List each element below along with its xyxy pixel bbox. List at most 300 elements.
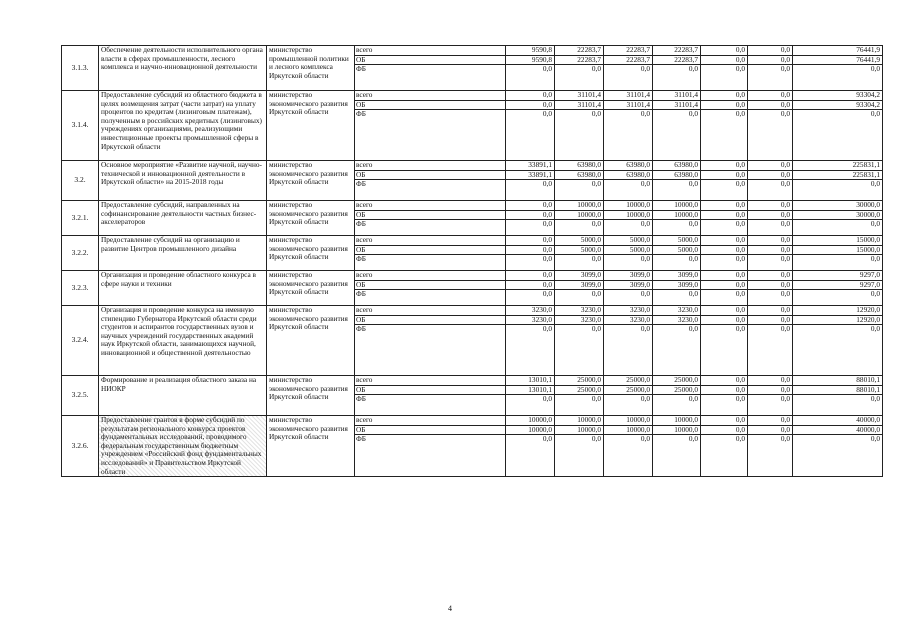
amount-cell [701,236,748,271]
amount-value: 0,0 [870,109,880,119]
funding-source: ФБ [356,109,366,119]
amount-value: 0,0 [748,171,792,181]
amount-cell [701,306,748,376]
amount-value: 0,0 [701,271,747,281]
amount-value: 0,0 [870,434,880,444]
amount-cell [653,306,701,376]
amount-value: 0,0 [701,316,747,326]
amount-value: 3230,0 [506,306,554,316]
amount-value: 93304,2 [793,91,882,101]
amount-value: 0,0 [591,179,601,189]
amount-value: 40000,0 [793,416,882,426]
amount-value: 3230,0 [604,306,652,316]
amount-value: 0,0 [701,46,747,56]
amount-cell [793,91,883,161]
amount-value: 0,0 [591,109,601,119]
amount-value: 25000,0 [555,386,603,396]
amount-value: 0,0 [748,426,792,436]
amount-value: 25000,0 [653,386,700,396]
funding-source: ФБ [356,219,366,229]
row-number: 3.2.2. [62,236,99,271]
amount-value: 76441,9 [793,46,882,56]
executor: министерство экономического развития Иркутской области [267,306,355,376]
amount-value: 3099,0 [604,271,652,281]
amount-value: 0,0 [870,324,880,334]
funding-source: всего [355,201,505,211]
amount-value: 30000,0 [793,211,882,221]
budget-table [61,45,883,477]
table-row [62,416,883,477]
amount-value: 0,0 [780,254,790,264]
amount-value: 0,0 [506,201,554,211]
activity-description: Формирование и реализация областного заказа на НИОКР [99,376,267,416]
amount-value: 13010,1 [506,376,554,386]
amount-value: 10000,0 [555,416,603,426]
amount-value: 3230,0 [604,316,652,326]
amount-cell [701,416,748,477]
funding-source: ФБ [356,179,366,189]
amount-value: 63980,0 [555,161,603,171]
amount-value: 0,0 [542,219,552,229]
amount-value: 0,0 [701,56,747,66]
amount-value: 0,0 [748,416,792,426]
amount-value: 25000,0 [555,376,603,386]
amount-cell [506,91,555,161]
amount-value: 0,0 [735,64,745,74]
amount-value: 0,0 [688,254,698,264]
amount-value: 0,0 [748,161,792,171]
amount-value: 0,0 [701,161,747,171]
table-row [62,236,883,271]
amount-value: 3230,0 [653,306,700,316]
amount-value: 0,0 [701,236,747,246]
amount-value: 0,0 [780,179,790,189]
funding-source-cell [355,161,506,201]
amount-cell [604,46,653,91]
funding-source: ОБ [355,281,505,291]
amount-value: 40000,0 [793,426,882,436]
amount-value: 0,0 [748,246,792,256]
funding-source: ОБ [355,426,505,436]
amount-value: 10000,0 [653,211,700,221]
row-number: 3.2.3. [62,271,99,306]
amount-value: 25000,0 [604,376,652,386]
amount-value: 0,0 [591,254,601,264]
funding-source: всего [355,46,505,56]
amount-value: 0,0 [542,394,552,404]
amount-value: 10000,0 [653,426,700,436]
table-row [62,91,883,161]
amount-value: 88010,1 [793,386,882,396]
amount-cell [653,236,701,271]
amount-value: 0,0 [780,219,790,229]
table-row [62,271,883,306]
amount-value: 33891,1 [506,161,554,171]
amount-cell [793,376,883,416]
amount-value: 0,0 [542,64,552,74]
amount-cell [604,236,653,271]
activity-description: Обеспечение деятельности исполнительного органа власти в сферах промышленности, лесного комплекса и научно-инновационной деятельности [99,46,267,91]
amount-value: 0,0 [591,289,601,299]
amount-cell [604,416,653,477]
amount-cell [748,376,793,416]
row-number: 3.2.1. [62,201,99,236]
amount-value: 0,0 [506,211,554,221]
amount-value: 0,0 [701,211,747,221]
amount-cell [506,306,555,376]
amount-value: 3099,0 [555,281,603,291]
amount-value: 0,0 [506,236,554,246]
amount-value: 10000,0 [653,201,700,211]
table-row [62,376,883,416]
amount-value: 0,0 [701,376,747,386]
amount-value: 0,0 [591,324,601,334]
amount-value: 22283,7 [653,46,700,56]
amount-value: 22283,7 [555,46,603,56]
amount-value: 9297,0 [793,281,882,291]
activity-description: Предоставление субсидий из областного бюджета в целях возмещения затрат (части затрат) на уплату процентов по кредитам (лизинговым платежам), полученным в российских кредитных (лизинговых) учреждениях организациями, реализующими инвестиционные проекты промышленной сферы в Иркутской области [99,91,267,161]
activity-description: Организация и проведение конкурса на именную стипендию Губернатора Иркутской области среди студентов и аспирантов государственных вузов и научных учреждений государственных академий наук Иркутской области, занимающихся научной, инновационной и общественной деятельностью [99,306,267,376]
amount-value: 3099,0 [604,281,652,291]
amount-value: 0,0 [688,219,698,229]
amount-value: 0,0 [688,179,698,189]
row-number: 3.2.5. [62,376,99,416]
amount-value: 0,0 [542,109,552,119]
amount-value: 10000,0 [604,211,652,221]
amount-value: 22283,7 [653,56,700,66]
funding-source: ОБ [355,211,505,221]
amount-value: 0,0 [688,434,698,444]
amount-value: 12920,0 [793,306,882,316]
amount-value: 0,0 [701,306,747,316]
amount-value: 0,0 [748,56,792,66]
amount-value: 0,0 [748,271,792,281]
amount-value: 0,0 [701,281,747,291]
amount-value: 0,0 [688,109,698,119]
amount-value: 15000,0 [793,246,882,256]
amount-value: 0,0 [688,289,698,299]
amount-value: 0,0 [701,91,747,101]
amount-value: 0,0 [748,201,792,211]
amount-cell [506,271,555,306]
amount-cell [748,306,793,376]
amount-cell [793,271,883,306]
funding-source: ОБ [355,56,505,66]
amount-cell [793,161,883,201]
amount-value: 0,0 [640,394,650,404]
amount-value: 0,0 [870,64,880,74]
amount-value: 0,0 [748,236,792,246]
amount-value: 0,0 [701,426,747,436]
amount-cell [604,91,653,161]
executor: министерство экономического развития Иркутской области [267,376,355,416]
amount-cell [653,416,701,477]
amount-value: 3230,0 [555,306,603,316]
executor: министерство экономического развития Иркутской области [267,161,355,201]
amount-value: 10000,0 [555,426,603,436]
amount-value: 0,0 [735,289,745,299]
activity-description: Основное мероприятие «Развитие научной, научно-технической и инновационной деятельности в Иркутской области» на 2015-2018 годы [99,161,267,201]
amount-value: 5000,0 [555,246,603,256]
amount-value: 0,0 [735,394,745,404]
amount-value: 10000,0 [506,426,554,436]
amount-value: 5000,0 [653,246,700,256]
activity-description: Предоставление грантов в форме субсидий по результатам регионального конкурса проектов фундаментальных исследований, проводимого федеральным государственным бюджетным учреждением «Российский фонд фундаментальных исследований» и Правительством Иркутской области [99,416,267,477]
amount-value: 31101,4 [555,91,603,101]
amount-cell [748,271,793,306]
amount-value: 0,0 [870,394,880,404]
amount-value: 5000,0 [555,236,603,246]
amount-value: 63980,0 [604,161,652,171]
amount-cell [748,201,793,236]
amount-value: 0,0 [735,219,745,229]
amount-value: 0,0 [506,281,554,291]
amount-value: 0,0 [640,254,650,264]
amount-cell [506,46,555,91]
amount-cell [701,46,748,91]
amount-value: 0,0 [780,109,790,119]
amount-cell [793,306,883,376]
amount-value: 0,0 [735,254,745,264]
amount-cell [793,46,883,91]
amount-value: 0,0 [735,109,745,119]
amount-value: 13010,1 [506,386,554,396]
amount-cell [604,271,653,306]
funding-source: всего [355,91,505,101]
amount-value: 3230,0 [653,316,700,326]
amount-value: 0,0 [542,434,552,444]
amount-value: 3230,0 [555,316,603,326]
amount-value: 0,0 [640,179,650,189]
amount-value: 0,0 [640,109,650,119]
funding-source: всего [355,236,505,246]
amount-value: 0,0 [870,219,880,229]
amount-value: 0,0 [748,306,792,316]
funding-source: всего [355,271,505,281]
amount-value: 9590,8 [506,56,554,66]
amount-cell [748,91,793,161]
funding-source: всего [355,416,505,426]
amount-value: 0,0 [701,101,747,111]
amount-value: 0,0 [591,394,601,404]
page-number: 4 [448,604,452,613]
amount-cell [604,376,653,416]
amount-value: 0,0 [870,289,880,299]
table-row [62,46,883,91]
amount-value: 0,0 [748,386,792,396]
amount-value: 0,0 [640,324,650,334]
amount-value: 10000,0 [653,416,700,426]
activity-description: Предоставление субсидий, направленных на софинансирование деятельности частных бизнес-акселераторов [99,201,267,236]
amount-cell [506,161,555,201]
amount-value: 0,0 [780,434,790,444]
amount-value: 0,0 [591,219,601,229]
amount-value: 0,0 [506,101,554,111]
amount-cell [506,416,555,477]
activity-description: Предоставление субсидий на организацию и развитие Центров промышленного дизайна [99,236,267,271]
funding-source: ФБ [356,64,366,74]
amount-value: 0,0 [640,64,650,74]
amount-cell [748,416,793,477]
funding-source-cell [355,416,506,477]
amount-value: 0,0 [640,434,650,444]
amount-value: 0,0 [506,246,554,256]
amount-value: 5000,0 [604,236,652,246]
amount-value: 0,0 [701,416,747,426]
amount-value: 31101,4 [604,101,652,111]
funding-source: ФБ [356,394,366,404]
amount-value: 0,0 [688,324,698,334]
amount-cell [653,46,701,91]
amount-value: 22283,7 [604,56,652,66]
executor: министерство экономического развития Иркутской области [267,271,355,306]
row-number: 3.2.6. [62,416,99,477]
amount-cell [701,161,748,201]
amount-value: 3099,0 [653,281,700,291]
amount-value: 0,0 [748,316,792,326]
amount-value: 9297,0 [793,271,882,281]
amount-value: 0,0 [591,64,601,74]
amount-value: 63980,0 [604,171,652,181]
amount-cell [653,161,701,201]
amount-value: 225831,1 [793,171,882,181]
amount-value: 22283,7 [604,46,652,56]
funding-source-cell [355,201,506,236]
amount-value: 0,0 [748,91,792,101]
amount-value: 0,0 [780,324,790,334]
amount-cell [793,236,883,271]
funding-source: ОБ [355,101,505,111]
amount-cell [653,91,701,161]
amount-value: 0,0 [542,289,552,299]
amount-value: 0,0 [688,394,698,404]
funding-source: ФБ [356,289,366,299]
funding-source: всего [355,376,505,386]
amount-value: 63980,0 [653,171,700,181]
amount-cell [701,376,748,416]
amount-value: 22283,7 [555,56,603,66]
row-number: 3.1.3. [62,46,99,91]
amount-value: 15000,0 [793,236,882,246]
amount-value: 31101,4 [555,101,603,111]
funding-source: ФБ [356,254,366,264]
executor: министерство экономического развития Иркутской области [267,236,355,271]
funding-source-cell [355,236,506,271]
amount-cell [793,201,883,236]
amount-value: 0,0 [506,91,554,101]
amount-value: 25000,0 [604,386,652,396]
activity-description: Организация и проведение областного конкурса в сфере науки и техники [99,271,267,306]
amount-value: 0,0 [542,254,552,264]
amount-cell [793,416,883,477]
row-number: 3.1.4. [62,91,99,161]
table-row [62,201,883,236]
amount-cell [555,416,604,477]
amount-value: 0,0 [701,171,747,181]
funding-source-cell [355,91,506,161]
amount-value: 10000,0 [555,211,603,221]
amount-value: 0,0 [701,201,747,211]
amount-cell [506,201,555,236]
amount-value: 0,0 [780,289,790,299]
executor: министерство экономического развития Иркутской области [267,201,355,236]
amount-cell [653,201,701,236]
amount-value: 0,0 [542,179,552,189]
amount-value: 63980,0 [653,161,700,171]
executor: министерство экономического развития Иркутской области [267,91,355,161]
amount-cell [701,201,748,236]
amount-cell [701,91,748,161]
amount-cell [748,236,793,271]
amount-value: 0,0 [748,101,792,111]
amount-value: 0,0 [701,386,747,396]
amount-value: 33891,1 [506,171,554,181]
amount-value: 25000,0 [653,376,700,386]
amount-value: 0,0 [735,179,745,189]
amount-cell [653,376,701,416]
amount-value: 0,0 [735,324,745,334]
amount-value: 0,0 [748,376,792,386]
amount-value: 12920,0 [793,316,882,326]
amount-value: 10000,0 [555,201,603,211]
amount-value: 0,0 [542,324,552,334]
amount-value: 9590,8 [506,46,554,56]
amount-cell [748,46,793,91]
amount-value: 31101,4 [653,91,700,101]
amount-cell [555,201,604,236]
amount-cell [604,306,653,376]
amount-value: 0,0 [506,271,554,281]
amount-cell [555,161,604,201]
funding-source-cell [355,46,506,91]
amount-cell [748,161,793,201]
amount-cell [604,201,653,236]
row-number: 3.2.4. [62,306,99,376]
amount-value: 3230,0 [506,316,554,326]
amount-value: 0,0 [735,434,745,444]
table-row [62,161,883,201]
amount-cell [701,271,748,306]
amount-value: 0,0 [591,434,601,444]
amount-value: 0,0 [640,219,650,229]
executor: министерство промышленной политики и лесного комплекса Иркутской области [267,46,355,91]
amount-value: 31101,4 [653,101,700,111]
amount-value: 0,0 [748,281,792,291]
amount-value: 0,0 [780,394,790,404]
funding-source: ФБ [356,434,366,444]
amount-value: 30000,0 [793,201,882,211]
amount-value: 0,0 [640,289,650,299]
amount-cell [555,91,604,161]
funding-source: ОБ [355,316,505,326]
funding-source: ФБ [356,324,366,334]
amount-value: 10000,0 [604,426,652,436]
funding-source: всего [355,161,505,171]
amount-value: 225831,1 [793,161,882,171]
amount-value: 0,0 [870,179,880,189]
amount-cell [555,306,604,376]
amount-value: 0,0 [748,211,792,221]
amount-value: 0,0 [748,46,792,56]
amount-value: 0,0 [688,64,698,74]
amount-value: 3099,0 [555,271,603,281]
funding-source: ОБ [355,246,505,256]
amount-value: 63980,0 [555,171,603,181]
amount-value: 76441,9 [793,56,882,66]
amount-value: 0,0 [701,246,747,256]
amount-cell [653,271,701,306]
amount-value: 10000,0 [506,416,554,426]
